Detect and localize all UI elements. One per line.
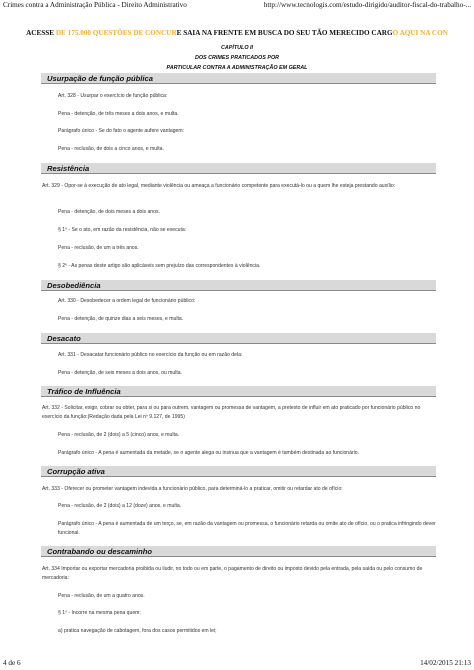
section-heading-resistencia bbox=[41, 163, 436, 174]
section-heading-text: Corrupção ativa bbox=[47, 467, 105, 476]
art-330-pena: Pena - detenção, de quinze dias a seis meses, e multa. bbox=[58, 316, 184, 322]
chapter-subtitle-1: DOS CRIMES PRATICADOS POR bbox=[194, 55, 280, 61]
section-heading-corrupcao bbox=[41, 466, 436, 477]
banner-text-2: DE 175.000 QUESTÕES DE CONCUR bbox=[54, 29, 177, 37]
banner-text-1: ACESSE bbox=[26, 29, 55, 37]
section-heading-usurpacao bbox=[41, 73, 436, 84]
art-332: Art. 332 - Solicitar, exigir, cobrar ou obter, para si ou para outrem, vantagem ou promessa de vantagem, a pretexto de influir em ato praticado por funcionário público no exercício da função:(Redação dada pela Lei nº 9.127, de 1995) bbox=[42, 405, 421, 421]
print-header-url[interactable]: http://www.tecnologis.com/estudo-dirigido/auditor-fiscal-do-trabalho-... bbox=[263, 1, 471, 9]
section-heading-desobediencia bbox=[41, 280, 436, 291]
art-332-pena: Pena - reclusão, de 2 (dois) a 5 (cinco) anos, e multa. bbox=[58, 432, 180, 438]
section-heading-text: Resistência bbox=[47, 164, 90, 173]
print-header bbox=[3, 1, 471, 11]
section-heading-text: Tráfico de Influência bbox=[47, 387, 121, 396]
banner-text-3: E SAIA NA FRENTE EM BUSCA DO SEU TÃO MERECIDO CARG bbox=[176, 29, 393, 37]
section-heading-text: Contrabando ou descaminho bbox=[47, 547, 153, 556]
art-328-paragrafo: Parágrafo único - Se do fato o agente aufere vantagem: bbox=[58, 128, 185, 134]
art-331-pena: Pena - detenção, de seis meses a dois anos, ou multa. bbox=[58, 370, 183, 376]
art-333-paragrafo: Parágrafo único - A pena é aumentada de um terço, se, em razão da vantagem ou promessa, o funcionário retarda ou omite ato de ofício, ou o pratica infringindo dever funcional. bbox=[58, 521, 436, 537]
art-334-paragrafo-1: § 1º - Incorre na mesma pena quem: bbox=[58, 610, 141, 616]
art-333-pena: Pena - reclusão, de 2 (dois) a 12 (doze) anos, e multa. bbox=[58, 503, 182, 509]
art-329-pena: Pena - detenção, de dois meses a dois anos. bbox=[58, 209, 160, 215]
banner-text-4: O AQUI NA CON bbox=[392, 29, 448, 37]
section-heading-text: Desobediência bbox=[47, 281, 101, 290]
promo-banner[interactable] bbox=[0, 29, 474, 37]
art-328-pena-2: Pena - reclusão, de dois a cinco anos, e multa. bbox=[58, 146, 164, 152]
print-footer-datetime: 14/02/2015 21:13 bbox=[420, 659, 471, 667]
art-331: Art. 331 - Desacatar funcionário público no exercício da função ou em razão dela: bbox=[58, 352, 243, 358]
art-334-alinea-a: a) pratica navegação de cabotagem, fora dos casos permitidos em lei; bbox=[58, 628, 217, 634]
art-334-pena: Pena - reclusão, de um a quatro anos. bbox=[58, 593, 145, 599]
chapter-title: CAPÍTULO II bbox=[220, 45, 254, 51]
art-334: Art. 334 Importar ou exportar mercadoria proibida ou iludir, no todo ou em parte, o pagamento de direito ou imposto devido pela entrada, pela saída ou pelo consumo de mercadoria: bbox=[42, 566, 423, 582]
art-329: Art. 329 - Opor-se à execução de ato legal, mediante violência ou ameaça a funcionário competente para executá-lo ou a quem lhe esteja prestando auxílio: bbox=[42, 183, 396, 189]
section-heading-text: Usurpação de função pública bbox=[47, 74, 153, 83]
section-heading-trafico bbox=[41, 386, 436, 397]
section-heading-desacato bbox=[41, 333, 436, 344]
print-footer-page: 4 de 6 bbox=[3, 659, 21, 667]
print-header-title: Crimes contra a Administração Pública - Direito Administrativo bbox=[3, 1, 187, 9]
section-heading-text: Desacato bbox=[47, 334, 81, 343]
art-332-paragrafo: Parágrafo único - A pena é aumentada da metade, se o agente alega ou insinua que a vantagem é também destinada ao funcionário. bbox=[58, 450, 360, 456]
art-333: Art. 333 - Oferecer ou prometer vantagem indevida a funcionário público, para determiná-lo a praticar, omitir ou retardar ato de ofício: bbox=[42, 486, 343, 492]
art-329-pena-2: Pena - reclusão, de um a três anos. bbox=[58, 245, 139, 251]
art-329-paragrafo-1: § 1º - Se o ato, em razão da resistência, não se executa: bbox=[58, 227, 187, 233]
art-328: Art. 328 - Usurpar o exercício de função pública: bbox=[58, 93, 168, 99]
chapter-subtitle-2: PARTICULAR CONTRA A ADMINISTRAÇÃO EM GERAL bbox=[166, 65, 308, 71]
print-footer bbox=[3, 659, 471, 669]
section-heading-contrabando bbox=[41, 546, 436, 557]
art-328-pena: Pena - detenção, de três meses a dois anos, e multa. bbox=[58, 111, 179, 117]
art-330: Art. 330 - Desobedecer a ordem legal de funcionário público: bbox=[58, 298, 196, 304]
art-329-paragrafo-2: § 2º - As penas deste artigo são aplicáveis sem prejuízo das correspondentes à violência. bbox=[58, 263, 261, 269]
